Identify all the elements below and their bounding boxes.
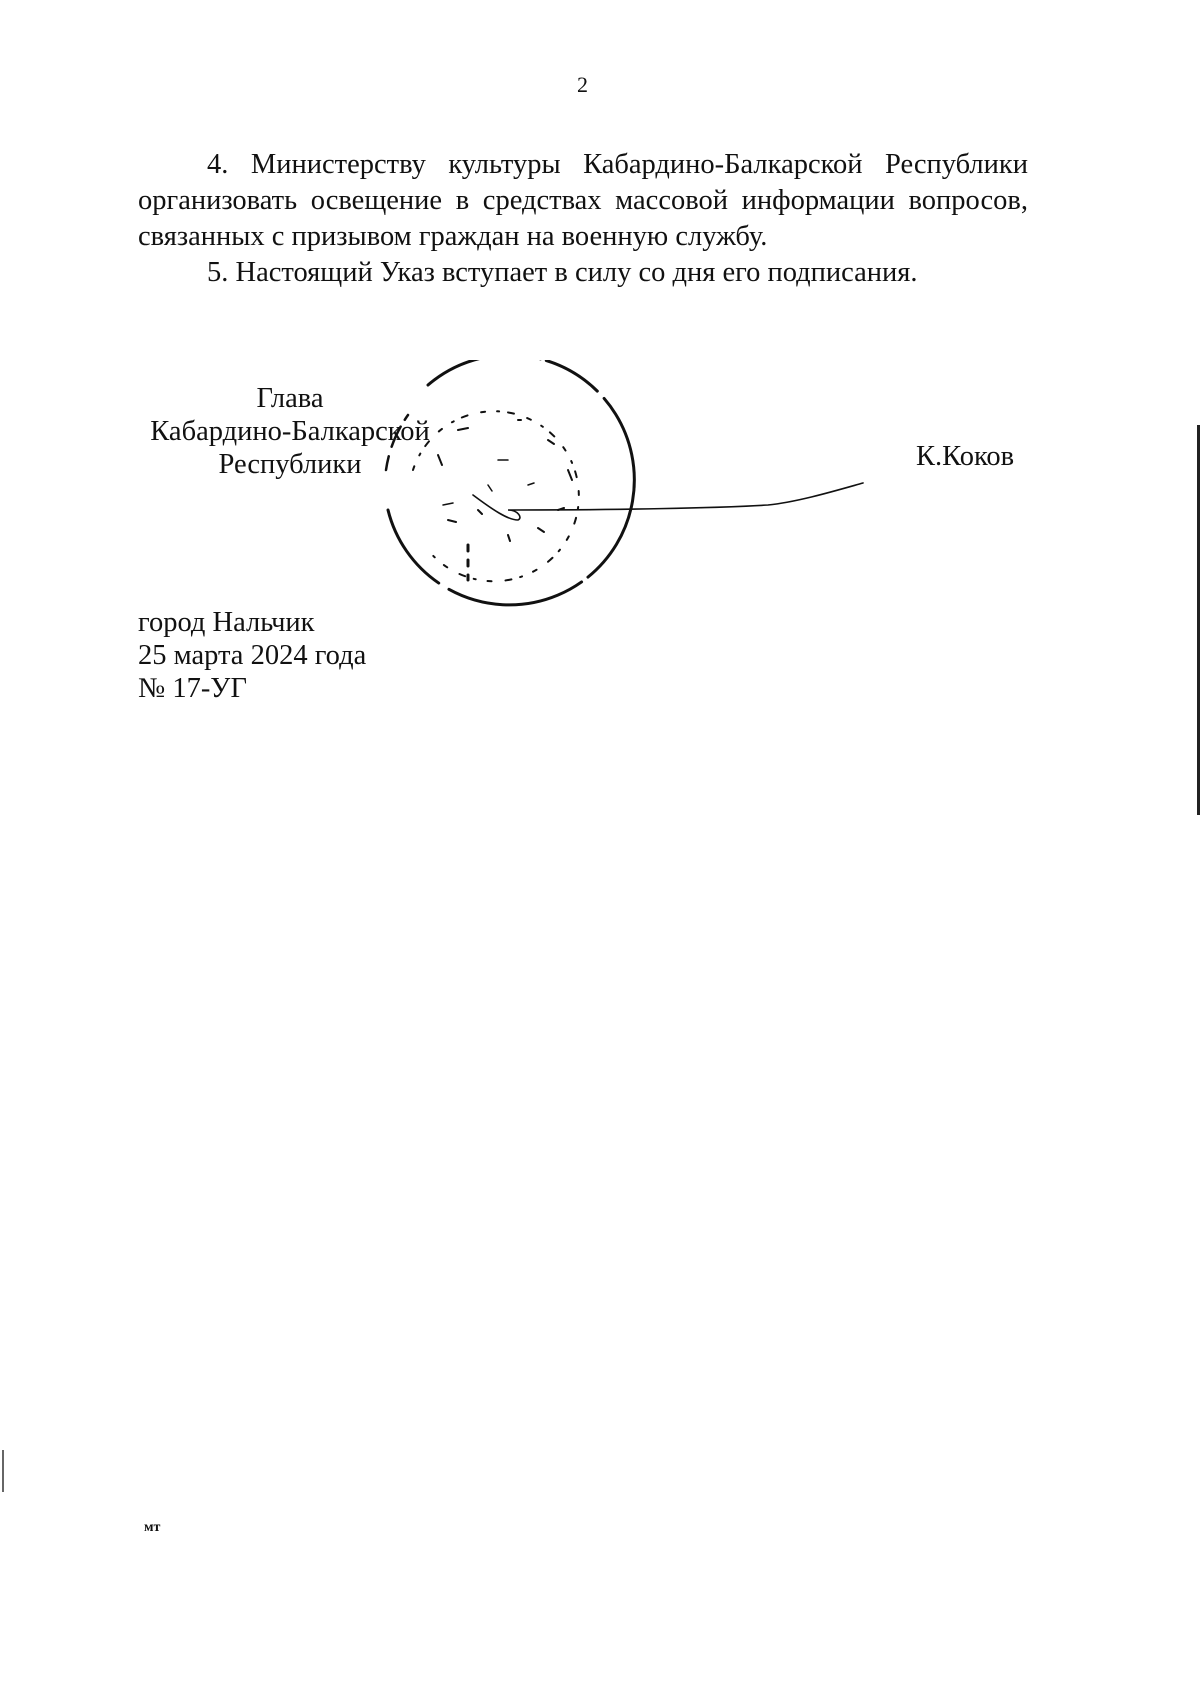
signatory-title-line: Глава [256, 383, 324, 414]
page-number: 2 [577, 72, 588, 97]
decree-body [138, 147, 1028, 291]
city-line: город Нальчик [138, 607, 315, 638]
decree-number: № 17-УГ [138, 673, 247, 704]
paragraph-5: 5. Настоящий Указ вступает в силу со дня его подписания. [207, 257, 918, 288]
typist-initials: мт [144, 1520, 161, 1535]
signatory-title-line: Кабардино-Балкарской [150, 416, 430, 447]
decree-footer [138, 606, 366, 705]
paragraph-4: 4. Министерству культуры Кабардино-Балкарской Республики организовать освещение в средствах массовой информации вопросов, связанных с призывом граждан на военную службу. [138, 149, 1028, 252]
date-line: 25 марта 2024 года [138, 640, 367, 671]
scan-edge-line [2, 1450, 4, 1492]
signer-name: К.Коков [916, 441, 1015, 472]
signatory-title-line: Республики [218, 449, 362, 480]
official-seal-with-signature [368, 360, 968, 640]
